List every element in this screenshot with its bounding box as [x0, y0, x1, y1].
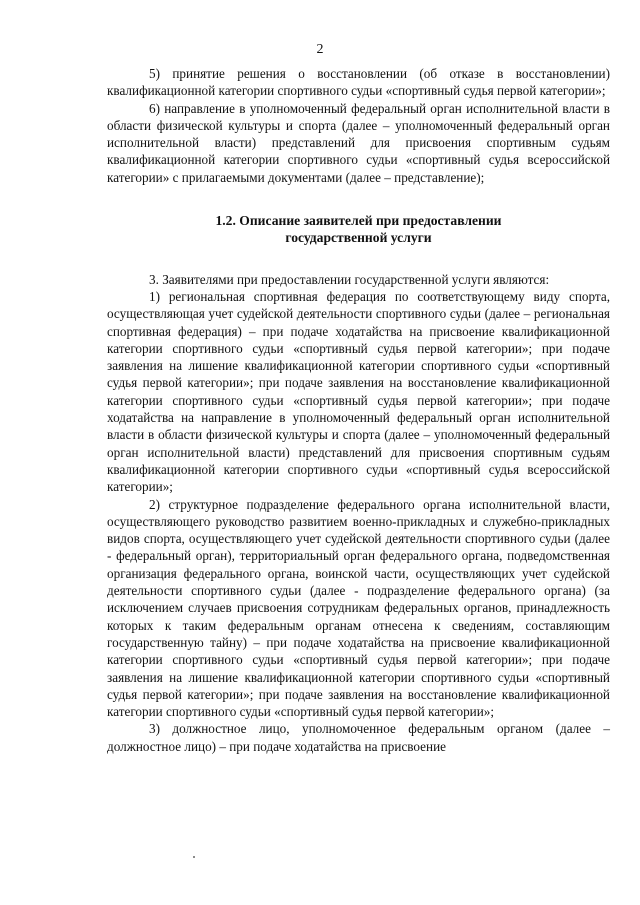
paragraph-clause-3: 3. Заявителями при предоставлении государственной услуги являются:: [149, 271, 550, 287]
document-body: [107, 65, 610, 755]
paragraph-item-5: 5) принятие решения о восстановлении (об отказе в восстановлении) квалификационной категории спортивного судьи «спортивный судья первой категории»;: [107, 66, 610, 99]
paragraph-item-6: 6) направление в уполномоченный федеральный орган исполнительной власти в области физической культуры и спорта (далее – уполномоченный федеральный орган исполнительной власти) представлений для присвоения спортивным судьям квалификационной категории спортивного судьи «спортивный судья всероссийской категории» с прилагаемыми документами (далее – представление);: [107, 100, 610, 185]
paragraph-applicant-2: 2) структурное подразделение федерального органа исполнительной власти, осуществляющего руководство развитием военно-прикладных и служебно-прикладных видов спорта, осуществляющего учет судейской деятельности спортивного судьи (далее - федеральный орган), территориальный орган федерального органа, подведомственная организация федерального органа, воинской части, осуществляющих учет судейской деятельности спортивного судьи (далее - подразделение федерального органа) (за исключением случаев присвоения сотрудникам федеральных органов, принадлежность которых к таким федеральным органам отнесена к сведениям, составляющим государственную тайну) – при подаче ходатайства на присвоение квалификационной категории спортивного судьи «спортивный судья первой категории»; при подаче заявления на лишение квалификационной категории спортивного судьи «спортивный судья первой категории»; при подаче заявления на восстановление квалификационной категории спортивного судьи «спортивный судья первой категории»;: [107, 496, 610, 720]
section-heading-line-2: государственной услуги: [285, 230, 432, 246]
scan-speck: [193, 856, 195, 858]
section-heading: [107, 212, 610, 247]
paragraph-applicant-1: 1) региональная спортивная федерация по соответствующему виду спорта, осуществляющая учет судейской деятельности спортивного судьи (далее – региональная спортивная федерация) – при подаче ходатайства на присвоение квалификационной категории спортивного судьи «спортивный судья первой категории»; при подаче заявления на лишение квалификационной категории спортивного судьи «спортивный судья первой категории»; при подаче заявления на восстановление квалификационной категории спортивного судьи «спортивный судья первой категории»; при подаче ходатайства на направление в уполномоченный федеральный орган исполнительной власти в области физической культуры и спорта (далее – уполномоченный федеральный орган исполнительной власти) представлений для присвоения спортивным судьям квалификационной категории спортивного судьи «спортивный судья всероссийской категории»;: [107, 288, 610, 495]
section-heading-line-1: 1.2. Описание заявителей при предоставлении: [215, 213, 502, 229]
paragraph-applicant-3: 3) должностное лицо, уполномоченное федеральным органом (далее – должностное лицо) – при подаче ходатайства на присвоение: [107, 721, 610, 754]
page-number: 2: [316, 42, 324, 57]
